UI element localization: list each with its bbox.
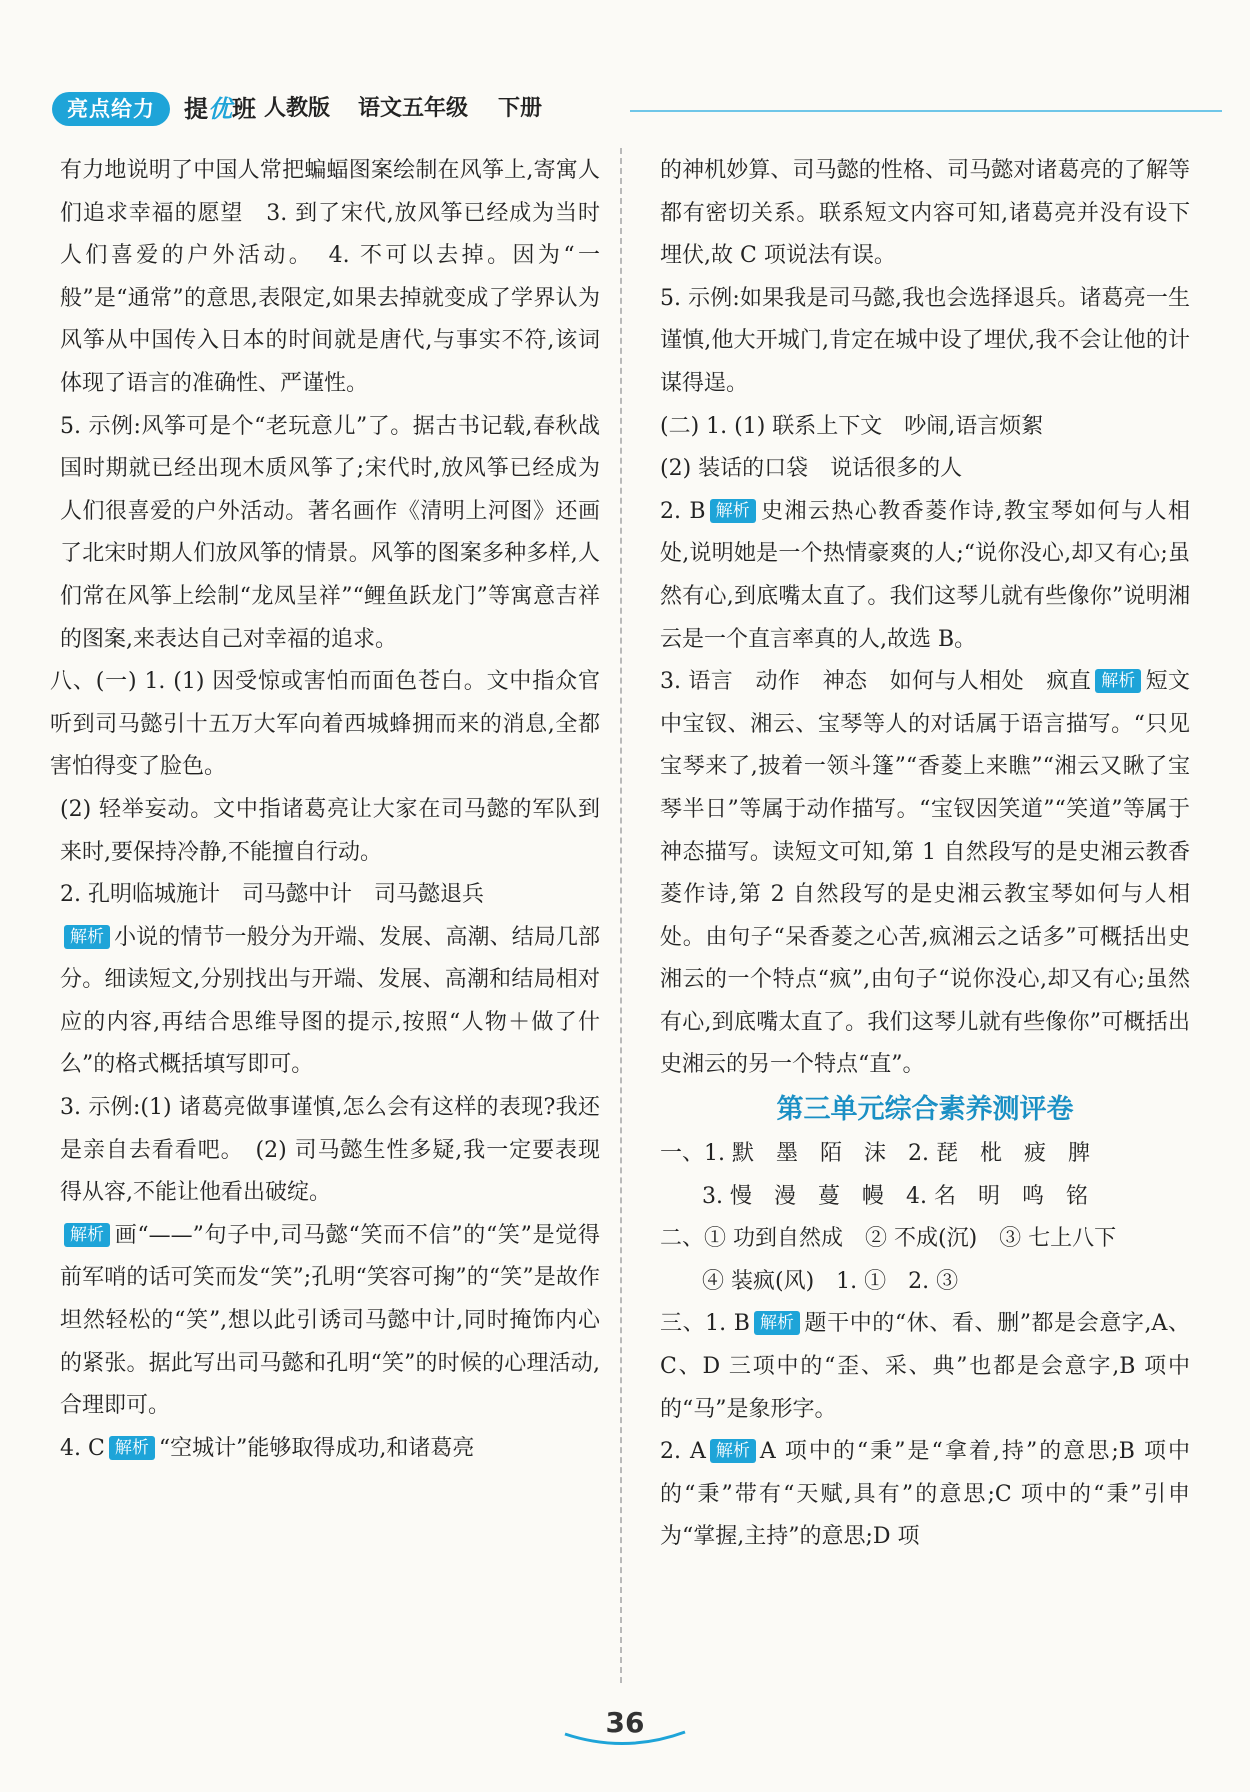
analysis-badge: 解析 bbox=[64, 1223, 110, 1247]
brand-accent: 优 bbox=[208, 95, 232, 123]
right-para-10: ④ 装疯(风) 1. ① 2. ③ bbox=[702, 1268, 959, 1294]
right-para-8: 3. 慢 漫 蔓 幔 4. 名 明 鸣 铭 bbox=[702, 1183, 1088, 1209]
analysis-badge: 解析 bbox=[710, 499, 756, 523]
header-rule bbox=[630, 110, 1222, 112]
right-para-11-answer: 三、1. B bbox=[660, 1311, 750, 1337]
right-para-4: (2) 装话的口袋 说话很多的人 bbox=[660, 456, 963, 482]
left-column bbox=[50, 150, 600, 1470]
right-para-12-text: A 项中的“秉”是“拿着,持”的意思;B 项中的“秉”带有“天赋,具有”的意思;C 项中的“秉”引申为“掌握,主持”的意思;D 项 bbox=[660, 1439, 1190, 1550]
right-para-12-answer: 2. A bbox=[660, 1439, 706, 1465]
left-para-4: (2) 轻举妄动。文中指诸葛亮让大家在司马懿的军队到来时,要保持冷静,不能擅自行动。 bbox=[60, 796, 600, 865]
right-para-3: (二) 1. (1) 联系上下文 吵闹,语言烦絮 bbox=[660, 413, 1044, 439]
left-para-1: 有力地说明了中国人常把蝙蝠图案绘制在风筝上,寄寓人们追求幸福的愿望 3. 到了宋代,放风筝已经成为当时人们喜爱的户外活动。 4. 不可以去掉。因为“一般”是“通常”的意思,表限定,如果去掉就变成了学界认为风筝从中国传入日本的时间就是唐代,与事实不符,该词体现了语言的准确性、严谨性。 bbox=[60, 158, 600, 396]
right-para-5 bbox=[660, 491, 1190, 661]
right-para-2: 5. 示例:如果我是司马懿,我也会选择退兵。诸葛亮一生谨慎,他大开城门,肯定在城中设了埋伏,我不会让他的计谋得逞。 bbox=[660, 285, 1190, 396]
left-para-5: 2. 孔明临城施计 司马懿中计 司马懿退兵 bbox=[60, 882, 484, 908]
page-header bbox=[52, 92, 1172, 128]
analysis-badge: 解析 bbox=[64, 925, 110, 949]
left-para-9-text: “空城计”能够取得成功,和诸葛亮 bbox=[158, 1435, 475, 1461]
column-divider bbox=[620, 148, 622, 1683]
right-column bbox=[660, 150, 1190, 1559]
analysis-badge: 解析 bbox=[754, 1311, 800, 1335]
left-para-2: 5. 示例:风筝可是个“老玩意儿”了。据古书记载,春秋战国时期就已经出现木质风筝了;宋代时,放风筝已经成为人们很喜爱的户外活动。著名画作《清明上河图》还画了北宋时期人们放风筝的情景。风筝的图案多种多样,人们常在风筝上绘制“龙凤呈祥”“鲤鱼跃龙门”等寓意吉祥的图案,来表达自己对幸福的追求。 bbox=[60, 413, 600, 652]
left-para-9 bbox=[60, 1428, 600, 1471]
edition-label: 人教版 bbox=[264, 96, 331, 121]
series-logo: 亮点给力 bbox=[52, 92, 170, 126]
right-para-12 bbox=[660, 1431, 1190, 1559]
subject-label: 语文五年级 bbox=[358, 96, 469, 121]
right-para-1: 的神机妙算、司马懿的性格、司马懿对诸葛亮的了解等都有密切关系。联系短文内容可知,诸葛亮并没有设下埋伏,故 C 项说法有误。 bbox=[660, 158, 1190, 269]
right-para-6 bbox=[660, 661, 1190, 1087]
analysis-badge: 解析 bbox=[710, 1439, 756, 1463]
brand-post: 班 bbox=[232, 95, 256, 123]
right-para-7: 一、1. 默 墨 陌 沫 2. 琵 枇 疲 脾 bbox=[660, 1141, 1090, 1167]
volume-label: 下册 bbox=[498, 96, 543, 121]
right-para-11-text: 题干中的“休、看、删”都是会意字,A、C、D 三项中的“歪、采、典”也都是会意字,B 项中的“马”是象形字。 bbox=[660, 1311, 1190, 1422]
left-para-7: 3. 示例:(1) 诸葛亮做事谨慎,怎么会有这样的表现?我还是亲自去看看吧。 (2) 司马懿生性多疑,我一定要表现得从容,不能让他看出破绽。 bbox=[60, 1095, 600, 1206]
right-para-5-text: 史湘云热心教香菱作诗,教宝琴如何与人相处,说明她是一个热情豪爽的人;“说你没心,却又有心;虽然有心,到底嘴太直了。我们这琴儿就有些像你”说明湘云是一个直言率真的人,故选 B。 bbox=[660, 498, 1190, 652]
right-para-6-text: 短文中宝钗、湘云、宝琴等人的对话属于语言描写。“只见宝琴来了,披着一领斗篷”“香菱上来瞧”“湘云又瞅了宝琴半日”等属于动作描写。“宝钗因笑道”“笑道”等属于神态描写。读短文可知,第 1 自然段写的是史湘云教香菱作诗,第 2 自然段写的是史湘云教宝琴如何与人相处。由句子“呆香菱之心苦,疯湘云之话多”可概括出史湘云的一个特点“疯”,由句子“说你没心,却又有心;虽然有心,到底嘴太直了。我们这琴儿就有些像你”可概括出史湘云的另一个特点“直”。 bbox=[660, 669, 1190, 1078]
right-para-5-answer: 2. B bbox=[660, 498, 706, 524]
left-para-8-text: 画“——”句子中,司马懿“笑而不信”的“笑”是觉得前军哨的话可笑而发“笑”;孔明“笑容可掬”的“笑”是故作坦然轻松的“笑”,想以此引诱司马懿中计,同时掩饰内心的紧张。据此写出司马懿和孔明“笑”的时候的心理活动,合理即可。 bbox=[60, 1222, 600, 1419]
section-title: 第三单元综合素养测评卷 bbox=[776, 1094, 1074, 1126]
left-para-6-text: 小说的情节一般分为开端、发展、高潮、结局几部分。细读短文,分别找出与开端、发展、高潮和结局相对应的内容,再结合思维导图的提示,按照“人物＋做了什么”的格式概括填写即可。 bbox=[60, 924, 600, 1078]
page-number: 36 bbox=[605, 1706, 645, 1739]
brand-name bbox=[184, 92, 256, 126]
right-para-6-answer: 3. 语言 动作 神态 如何与人相处 疯直 bbox=[660, 669, 1092, 695]
left-para-8 bbox=[60, 1215, 600, 1428]
brand-pre: 提 bbox=[184, 95, 208, 123]
left-para-9-answer: 4. C bbox=[60, 1435, 105, 1461]
left-para-6 bbox=[60, 917, 600, 1087]
left-para-3: 八、(一) 1. (1) 因受惊或害怕而面色苍白。文中指众官听到司马懿引十五万大军向着西城蜂拥而来的消息,全都害怕得变了脸色。 bbox=[50, 669, 600, 780]
page-number-swoosh bbox=[560, 1728, 690, 1752]
right-para-11 bbox=[660, 1303, 1190, 1431]
right-para-9: 二、① 功到自然成 ② 不成(沉) ③ 七上八下 bbox=[660, 1226, 1117, 1252]
analysis-badge: 解析 bbox=[1095, 669, 1141, 693]
analysis-badge: 解析 bbox=[109, 1436, 155, 1460]
